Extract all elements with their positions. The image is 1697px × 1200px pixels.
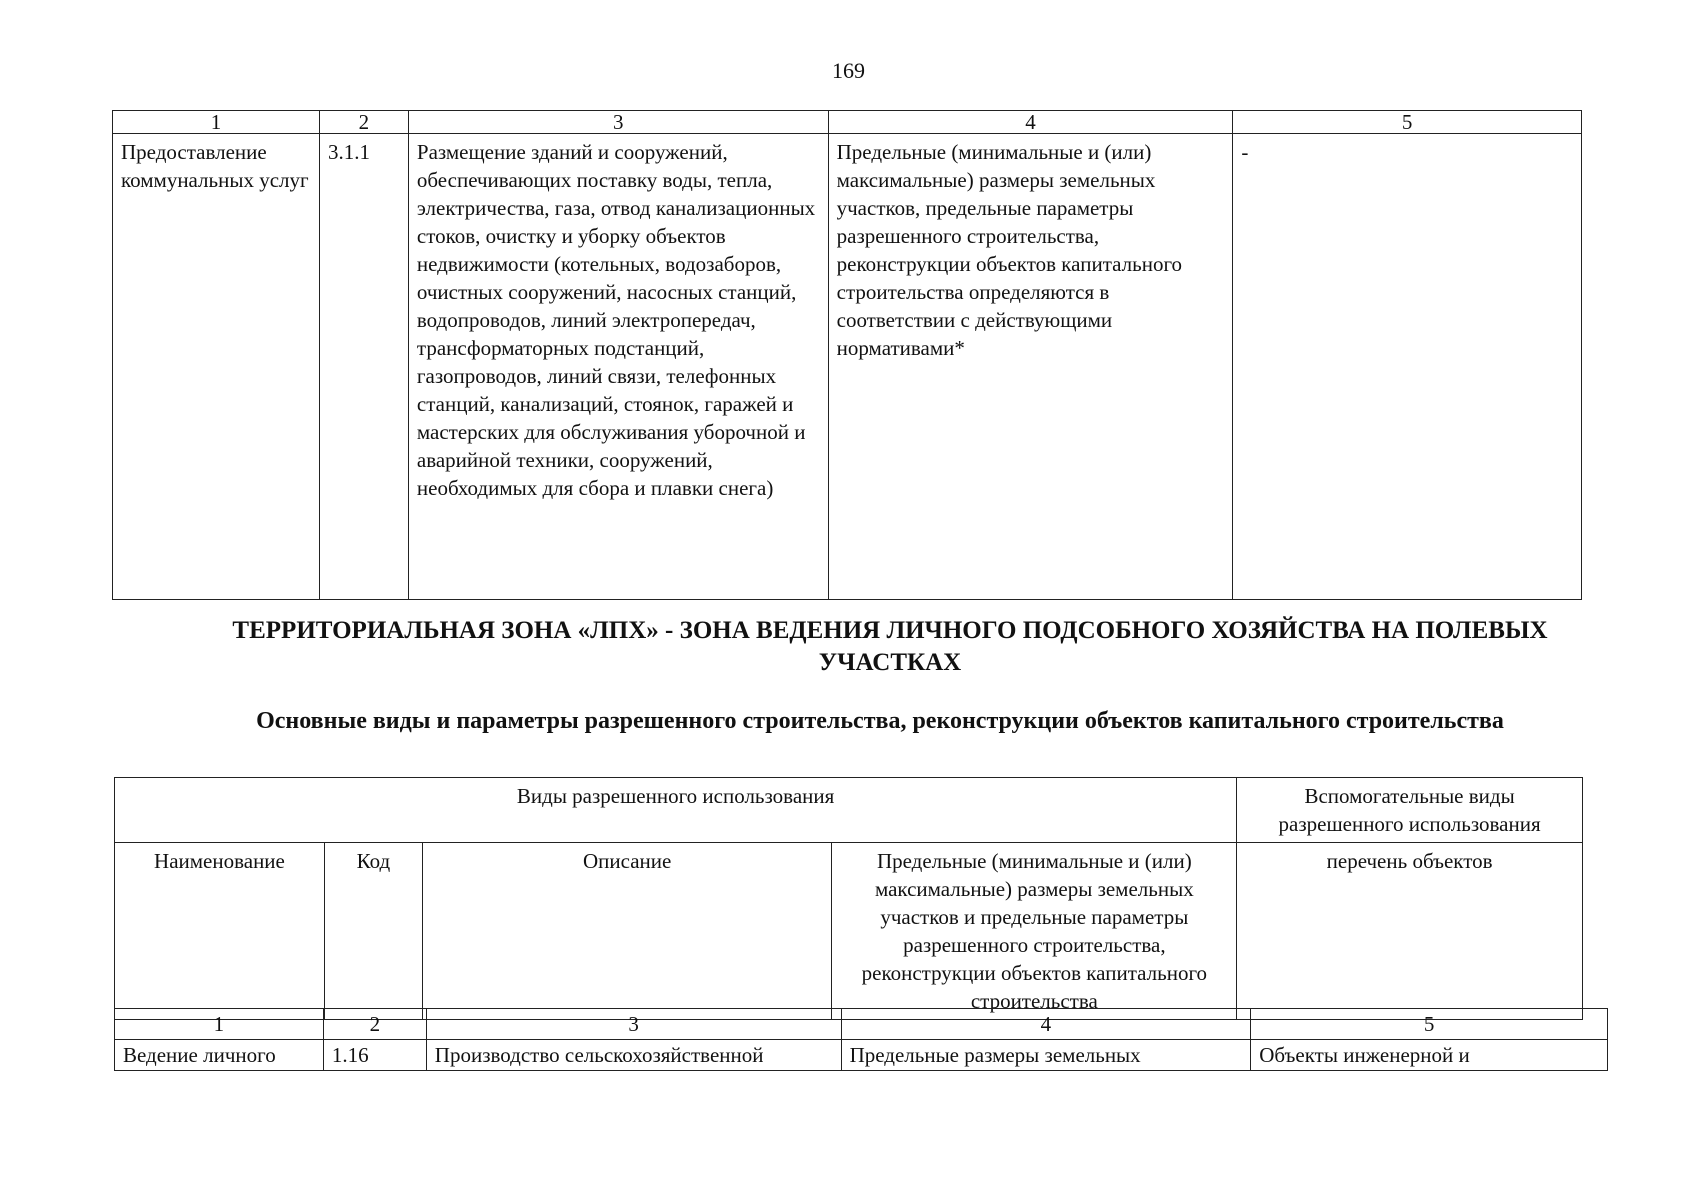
group-aux-header: Вспомогательные виды разрешенного использования (1237, 778, 1583, 843)
column-header-name: Наименование (115, 843, 325, 1020)
table-header-block (114, 777, 1583, 1020)
page-number: 169 (832, 58, 865, 83)
col-number-3: 3 (408, 111, 828, 134)
cell-description: Размещение зданий и сооружений, обеспечивающих поставку воды, тепла, электричества, газа, отвод канализационных стоков, очистку и уборку объектов недвижимости (котельных, водозаборов, очистных сооружений, насосных станций, водопроводов, линий электропередач, трансформаторных подстанций, газопроводов, линий связи, телефонных станций, канализаций, стоянок, гаражей и мастерских для обслуживания уборочной и аварийной техники, сооружений, необходимых для сбора и плавки снега) (408, 134, 828, 600)
cell-name: Ведение личного (115, 1040, 324, 1071)
col-number-4: 4 (841, 1009, 1251, 1040)
cell-code: 1.16 (323, 1040, 426, 1071)
table-top (112, 110, 1582, 600)
cell-auxiliary: Объекты инженерной и (1251, 1040, 1608, 1071)
col-number-1: 1 (113, 111, 320, 134)
col-number-3: 3 (426, 1009, 841, 1040)
cell-description: Производство сельскохозяйственной (426, 1040, 841, 1071)
col-number-4: 4 (828, 111, 1233, 134)
zone-title: ТЕРРИТОРИАЛЬНАЯ ЗОНА «ЛПХ» - ЗОНА ВЕДЕНИЯ ЛИЧНОГО ПОДСОБНОГО ХОЗЯЙСТВА НА ПОЛЕВЫХ УЧАСТКАХ (232, 617, 1548, 676)
table-top-header-row (113, 111, 1582, 134)
cell-auxiliary: - (1233, 134, 1582, 600)
column-header-row (115, 843, 1583, 1020)
col-number-5: 5 (1233, 111, 1582, 134)
cell-limits: Предельные размеры земельных (841, 1040, 1251, 1071)
column-header-code: Код (324, 843, 422, 1020)
cell-name: Предоставление коммунальных услуг (113, 134, 320, 600)
group-header-row (115, 778, 1583, 843)
col-number-1: 1 (115, 1009, 324, 1040)
section-title: Основные виды и параметры разрешенного строительства, реконструкции объектов капитального строительства (256, 708, 1504, 734)
col-number-2: 2 (319, 111, 408, 134)
col-number-5: 5 (1251, 1009, 1608, 1040)
table-row (115, 1040, 1608, 1071)
column-header-objects: перечень объектов (1237, 843, 1583, 1020)
table-bottom-header-row (115, 1009, 1608, 1040)
table-row (113, 134, 1582, 600)
cell-limits: Предельные (минимальные и (или) максимальные) размеры земельных участков, предельные параметры разрешенного строительства, реконструкции объектов капитального строительства определяются в соответствии с действующими нормативами* (828, 134, 1233, 600)
table-bottom (114, 1008, 1608, 1071)
column-header-description: Описание (422, 843, 832, 1020)
cell-code: 3.1.1 (319, 134, 408, 600)
col-number-2: 2 (323, 1009, 426, 1040)
column-header-limits: Предельные (минимальные и (или) максимальные) размеры земельных участков и предельные параметры разрешенного строительства, реконструкции объектов капитального строительства (832, 843, 1237, 1020)
group-main-header: Виды разрешенного использования (115, 778, 1237, 843)
